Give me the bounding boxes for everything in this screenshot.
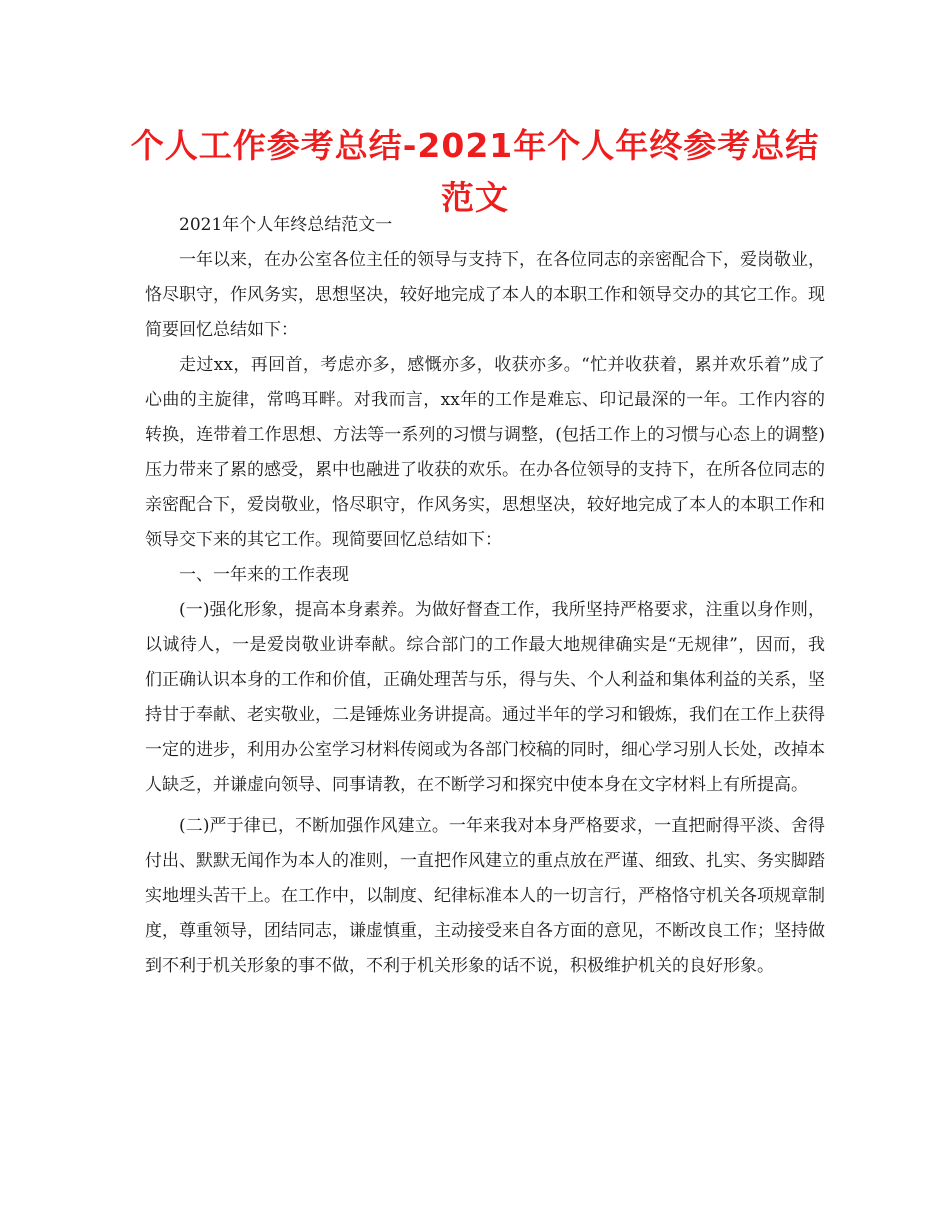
paragraph-point-two: (二)严于律已，不断加强作风建立。一年来我对本身严格要求，一直把耐得平淡、舍得付出、默默无闻作为本人的准则，一直把作风建立的重点放在严谨、细致、扎实、务实脚踏实地埋头苦干上。在工作中，以制度、纪律标准本人的一切言行，严格恪守机关各项规章制度，尊重领导，团结同志，谦虚慎重，主动接受来自各方面的意见，不断改良工作；坚持做到不利于机关形象的事不做，不利于机关形象的话不说，积极维护机关的良好形象。 [145, 816, 825, 976]
section-heading-work-performance: 一、一年来的工作表现 [179, 565, 349, 585]
paragraph-subtitle: 2021年个人年终总结范文一 [179, 215, 393, 235]
paragraph-point-one: (一)强化形象，提高本身素养。为做好督查工作，我所坚持严格要求，注重以身作则，以诚待人，一是爱岗敬业讲奉献。综合部门的工作最大地规律确实是“无规律”，因而，我们正确认识本身的工作和价值，正确处理苦与乐，得与失、个人利益和集体利益的关系，坚持甘于奉献、老实敬业，二是锤炼业务讲提高。通过半年的学习和锻炼，我们在工作上获得一定的进步，利用办公室学习材料传阅或为各部门校稿的同时，细心学习别人长处，改掉本人缺乏，并谦虚向领导、同事请教，在不断学习和探究中使本身在文字材料上有所提高。 [145, 600, 825, 795]
paragraph-intro: 一年以来，在办公室各位主任的领导与支持下，在各位同志的亲密配合下，爱岗敬业，恪尽职守，作风务实，思想坚决，较好地完成了本人的本职工作和领导交办的其它工作。现简要回忆总结如下： [145, 250, 825, 340]
document-title: 个人工作参考总结-2021年个人年终参考总结范文 [130, 126, 820, 217]
document-body [145, 208, 825, 984]
paragraph-reflection: 走过xx，再回首，考虑亦多，感慨亦多，收获亦多。“忙并收获着，累并欢乐着”成了心曲的主旋律，常鸣耳畔。对我而言，xx年的工作是难忘、印记最深的一年。工作内容的转换，连带着工作思想、方法等一系列的习惯与调整，(包括工作上的习惯与心态上的调整)压力带来了累的感受，累中也融进了收获的欢乐。在办各位领导的支持下，在所各位同志的亲密配合下，爱岗敬业，恪尽职守，作风务实，思想坚决，较好地完成了本人的本职工作和领导交下来的其它工作。现简要回忆总结如下： [145, 355, 825, 550]
